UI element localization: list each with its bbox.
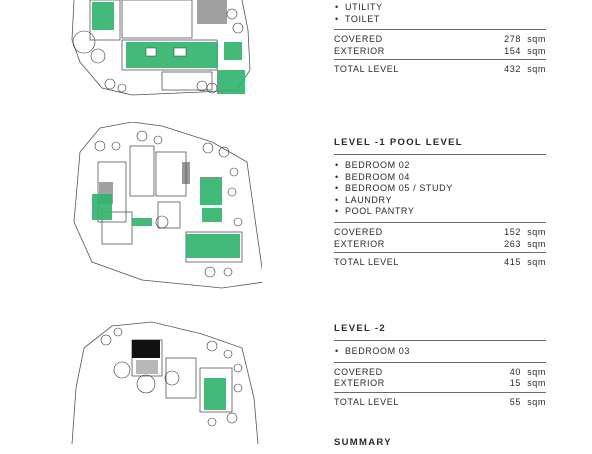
- divider: [334, 340, 546, 341]
- area-row-covered: COVERED 278 sqm: [334, 34, 546, 45]
- floor-plan-level-0: [62, 0, 262, 100]
- level-0-section: [334, 0, 546, 76]
- divider: [334, 392, 546, 393]
- area-row-exterior: EXTERIOR 154 sqm: [334, 45, 546, 56]
- divider: [334, 154, 546, 155]
- room-item: • BEDROOM 04: [334, 172, 546, 184]
- room-item: • TOILET: [334, 14, 546, 26]
- section-heading: LEVEL -1 POOL LEVEL: [334, 137, 463, 148]
- area-row-exterior: EXTERIOR 263 sqm: [334, 238, 546, 249]
- summary-heading: SUMMARY: [334, 437, 392, 448]
- area-row-covered: COVERED 40 sqm: [334, 366, 546, 377]
- room-item: • BEDROOM 05 / STUDY: [334, 183, 546, 195]
- area-row-covered: COVERED 152 sqm: [334, 226, 546, 237]
- level-minus-1-room-list: [334, 160, 546, 218]
- divider: [334, 252, 546, 253]
- level-minus-1-section: [334, 137, 546, 269]
- divider: [334, 59, 546, 60]
- divider: [334, 29, 546, 30]
- divider: [334, 222, 546, 223]
- divider: [334, 362, 546, 363]
- floor-plan-level-minus-1: [62, 122, 262, 292]
- level-minus-2-room-list: [334, 346, 546, 358]
- room-item: • LAUNDRY: [334, 195, 546, 207]
- area-row-exterior: EXTERIOR 15 sqm: [334, 378, 546, 389]
- room-item: • BEDROOM 02: [334, 160, 546, 172]
- total-level-row: TOTAL LEVEL 432 sqm: [334, 64, 546, 75]
- total-level-row: TOTAL LEVEL 415 sqm: [334, 257, 546, 268]
- floor-plan-level-minus-2: [62, 318, 262, 444]
- level-minus-2-section: [334, 323, 546, 408]
- level-0-room-list: [334, 0, 546, 25]
- summary-section: [334, 437, 546, 454]
- total-level-row: TOTAL LEVEL 55 sqm: [334, 396, 546, 407]
- section-heading: LEVEL -2: [334, 323, 386, 334]
- room-item: • UTILITY: [334, 2, 546, 14]
- room-item: • POOL PANTRY: [334, 206, 546, 218]
- room-item: • BEDROOM 03: [334, 346, 546, 358]
